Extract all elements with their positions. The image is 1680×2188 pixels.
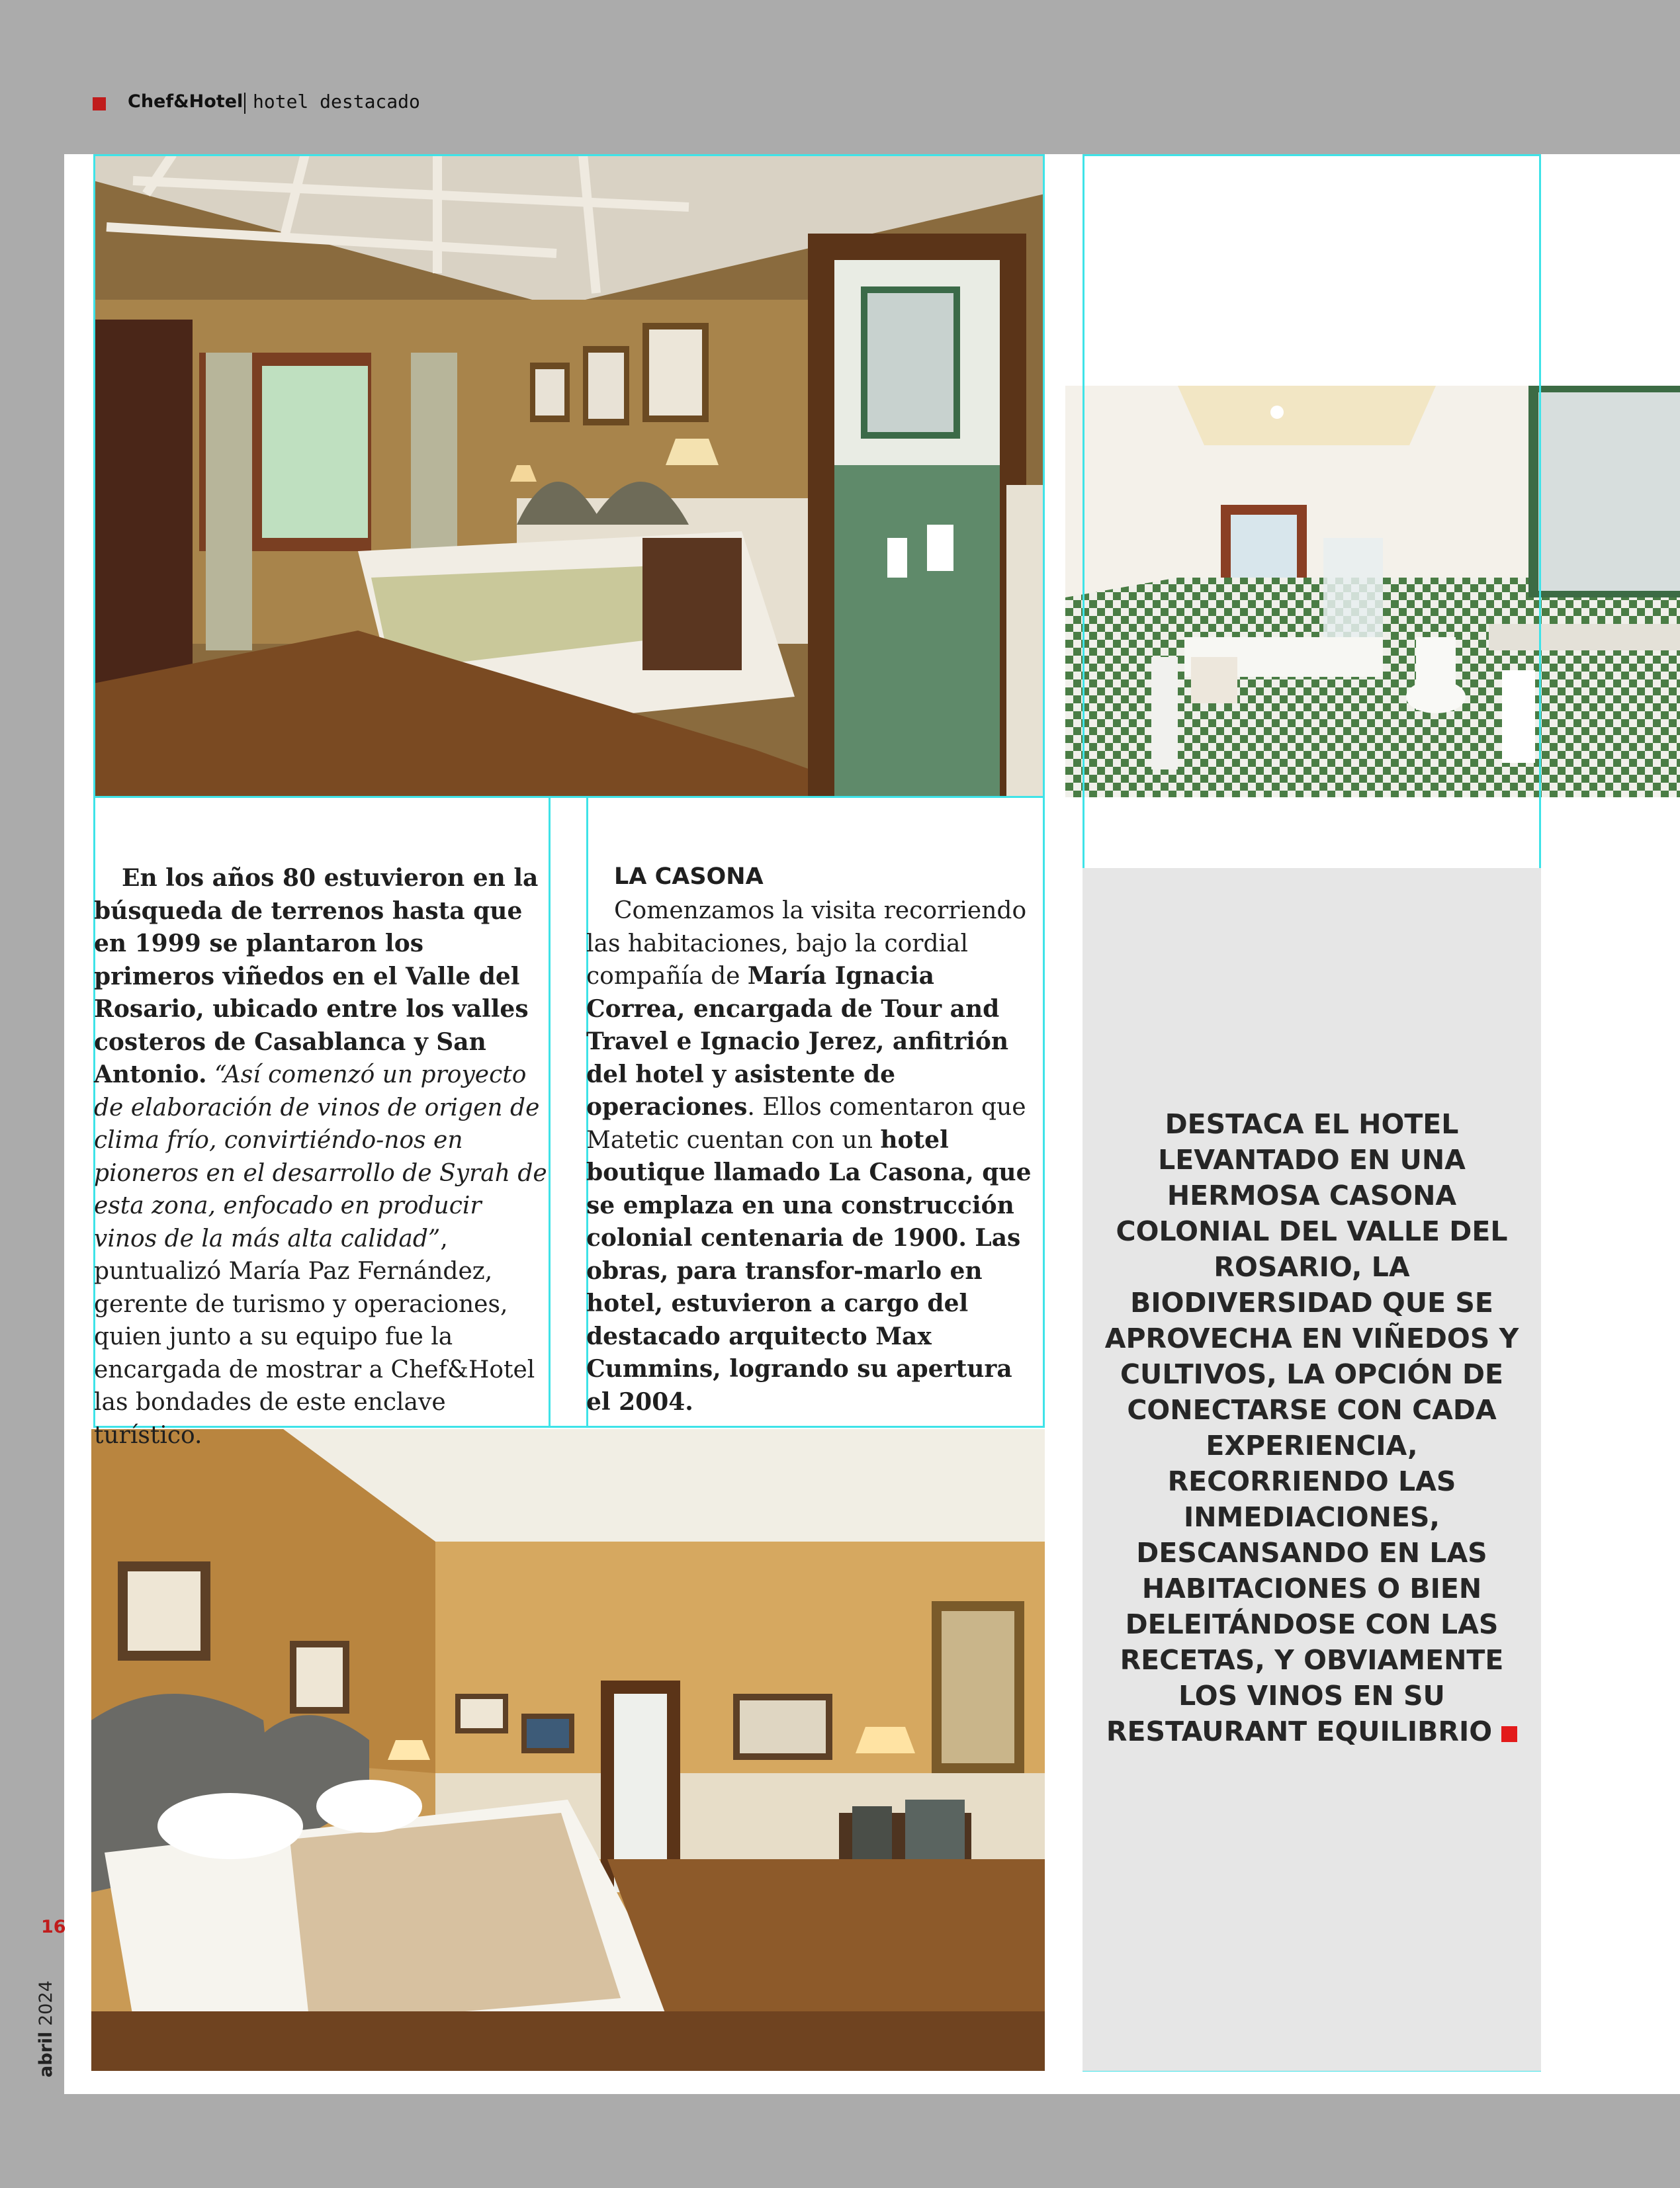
header-red-square — [93, 97, 106, 110]
guide-line — [1539, 154, 1541, 869]
people-bold: María Ignacia Correa, encargada de Tour and Travel e Ignacio Jerez, anfitrión del hotel y asistente de operaciones — [586, 962, 1009, 1121]
pull-quote-text: DESTACA EL HOTEL LEVANTADO EN UNA HERMOSA CASONA COLONIAL DEL VALLE DEL ROSARIO, LA BIODIVERSIDAD QUE SE APROVECHA EN VIÑEDOS Y CULTIVOS, LA OPCIÓN DE CONECTARSE CON CADA EXPERIENCIA, RECORRIENDO LAS INMEDIACIONES, DESCANSANDO EN LAS HABITACIONES O BIEN DELEITÁNDOSE CON LAS RECETAS, Y OBVIAMENTE LOS VINOS EN SU RESTAURANT EQUILIBRIO — [1104, 1108, 1519, 1747]
photo-bedroom-top — [93, 154, 1045, 797]
guide-line — [1083, 154, 1541, 156]
guide-line — [1083, 154, 1084, 869]
header-section: hotel destacado — [253, 91, 420, 112]
quote-italic: “Así comenzó un proyecto de elaboración de vinos de origen de clima frío, convirtiéndo-nos en pioneros en el desarrollo de Syrah de esta zona, enfocado en producir vinos de la más alta calidad” — [94, 1061, 547, 1252]
page-number: 16 — [41, 1917, 66, 1937]
pull-quote — [1096, 1106, 1528, 1749]
end-mark-square — [1501, 1726, 1517, 1742]
header-brand: Chef&Hotel — [128, 91, 243, 112]
intro-text: Comenzamos la visita recorriendo las habitaciones, bajo la cordial compañía de — [586, 897, 1027, 990]
photo-bedroom-bottom — [91, 1429, 1045, 2071]
article-column-right — [586, 862, 1039, 1419]
lead-paragraph-bold: En los años 80 estuvieron en la búsqueda de terrenos hasta que en 1999 se plantaron los primeros viñedos en el Valle del Rosario, ubicado entre los valles costeros de Casablanca y San Antonio. — [94, 864, 539, 1088]
section-subhead: LA CASONA — [614, 863, 764, 890]
issue-year: 2024 — [36, 1980, 56, 2027]
pull-quote-box — [1083, 868, 1541, 2071]
issue-month: abril — [36, 2031, 56, 2078]
guide-line — [549, 796, 551, 1428]
guide-line — [1043, 154, 1045, 1428]
article-column-left — [94, 862, 547, 1452]
guide-line — [93, 154, 1045, 156]
guide-line — [93, 796, 1045, 798]
hotel-description-bold: hotel boutique llamado La Casona, que se emplaza en una construcción colonial centenaria de 1900. Las obras, para transfor-marlo en hotel, estuvieron a cargo del destacado arquitecto Max Cummins, logrando su apertura el 2004. — [586, 1125, 1032, 1416]
photo-bathroom — [1065, 386, 1680, 797]
attribution-text: , puntualizó María Paz Fernández, gerente de turismo y operaciones, quien junto a su equipo fue la encargada de mostrar a Chef&Hotel las bondades de este enclave turístico. — [94, 1225, 535, 1449]
issue-date — [36, 1980, 56, 2078]
header-separator — [244, 93, 245, 114]
mid-text: . Ellos comentaron que Matetic cuentan con un — [586, 1094, 1026, 1154]
